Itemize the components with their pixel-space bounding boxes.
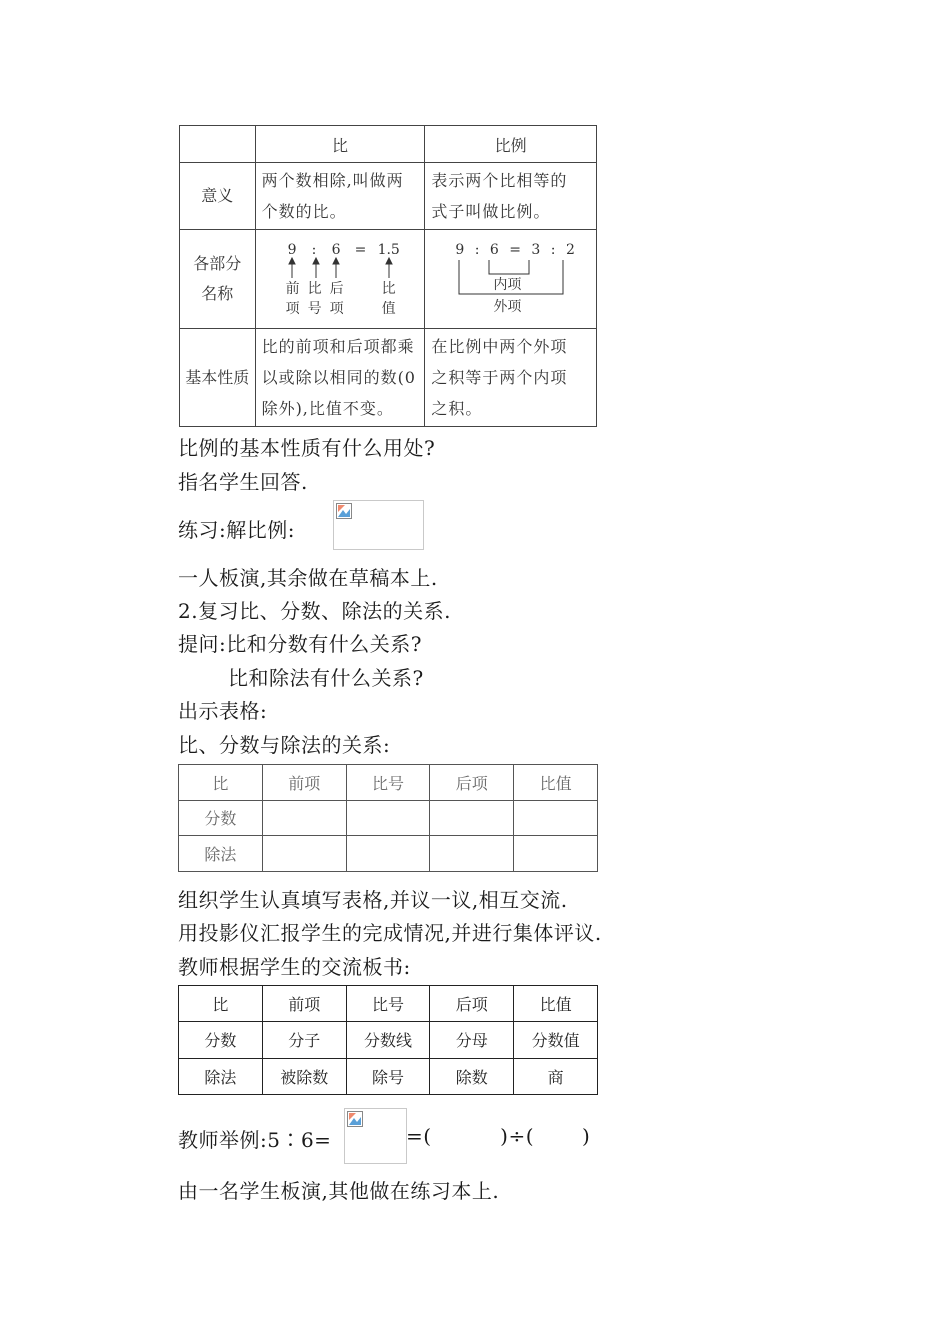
t2-r2c2[interactable] xyxy=(346,836,430,872)
broken-image-icon xyxy=(333,500,424,550)
t2-r1c3[interactable] xyxy=(430,800,514,836)
t3-h4: 比值 xyxy=(514,986,598,1022)
report-line: 用投影仪汇报学生的完成情况,并进行集体评议. xyxy=(178,921,602,945)
t3-r1c1: 分子 xyxy=(262,1022,346,1058)
t3-r2c1: 被除数 xyxy=(262,1058,346,1094)
header-empty xyxy=(180,126,256,163)
proportion-meaning: 表示两个比相等的 式子叫做比例。 xyxy=(425,163,597,230)
relation-table-filled xyxy=(178,985,598,1095)
t3-r2c3: 除数 xyxy=(430,1058,514,1094)
relation-table-blank xyxy=(178,764,598,872)
t2-r1c4[interactable] xyxy=(514,800,598,836)
ratio-meaning: 两个数相除,叫做两 个数的比。 xyxy=(255,163,425,230)
t3-r1c4: 分数值 xyxy=(514,1022,598,1058)
proportion-parts-diagram: 9 : 6 = 3 : 2 内项 外项 xyxy=(425,230,597,329)
show-line: 出示表格: xyxy=(178,699,268,723)
t3-r1c0: 分数 xyxy=(179,1022,263,1058)
t3-r2c0: 除法 xyxy=(179,1058,263,1094)
t3-r2c4: 商 xyxy=(514,1058,598,1094)
final-line: 由一名学生板演,其他做在练习本上. xyxy=(178,1179,500,1203)
ratio-property: 比的前项和后项都乘 以或除以相同的数(0 除外),比值不变。 xyxy=(255,329,425,427)
example-suffix: =( )÷( ) xyxy=(406,1124,591,1148)
ask-line-1: 提问:比和分数有什么关系? xyxy=(178,632,422,656)
teacher-board-line: 教师根据学生的交流板书: xyxy=(178,955,411,979)
t2-r1c1[interactable] xyxy=(262,800,346,836)
t2-r2c1[interactable] xyxy=(262,836,346,872)
t2-r2c4[interactable] xyxy=(514,836,598,872)
t2-h1: 前项 xyxy=(262,765,346,801)
row-label-property: 基本性质 xyxy=(180,329,256,427)
proportion-property: 在比例中两个外项 之积等于两个内项 之积。 xyxy=(425,329,597,427)
t3-h3: 后项 xyxy=(430,986,514,1022)
question-line: 比例的基本性质有什么用处? xyxy=(178,436,436,460)
ask-line-2: 比和除法有什么关系? xyxy=(228,666,424,690)
t3-h0: 比 xyxy=(179,986,263,1022)
organize-line: 组织学生认真填写表格,并议一议,相互交流. xyxy=(178,888,568,912)
relation-title: 比、分数与除法的关系: xyxy=(178,733,391,757)
t3-r1c2: 分数线 xyxy=(346,1022,430,1058)
example-prefix: 教师举例:5∶6= xyxy=(178,1128,332,1152)
t2-h3: 后项 xyxy=(430,765,514,801)
answer-line: 指名学生回答. xyxy=(178,470,308,494)
t2-h2: 比号 xyxy=(346,765,430,801)
t3-h2: 比号 xyxy=(346,986,430,1022)
t2-h4: 比值 xyxy=(514,765,598,801)
ratio-proportion-table xyxy=(179,125,597,427)
t2-h0: 比 xyxy=(179,765,263,801)
t2-r2c3[interactable] xyxy=(430,836,514,872)
t3-r1c3: 分母 xyxy=(430,1022,514,1058)
t2-r1c2[interactable] xyxy=(346,800,430,836)
practice-line: 练习:解比例: xyxy=(178,518,295,542)
header-ratio: 比 xyxy=(255,126,425,163)
header-proportion: 比例 xyxy=(425,126,597,163)
t3-h1: 前项 xyxy=(262,986,346,1022)
row-label-meaning: 意义 xyxy=(180,163,256,230)
image-icon xyxy=(347,1111,363,1127)
t2-r2c0: 除法 xyxy=(179,836,263,872)
broken-image-icon-2 xyxy=(344,1108,407,1164)
board-line: 一人板演,其余做在草稿本上. xyxy=(178,566,438,590)
ratio-parts-diagram: 9 : 6 = 1.5 前 项 比 号 后 项 比 值 xyxy=(255,230,425,329)
t2-r1c0: 分数 xyxy=(179,800,263,836)
image-icon xyxy=(336,503,352,519)
review-line: 2.复习比、分数、除法的关系. xyxy=(178,599,451,623)
t3-r2c2: 除号 xyxy=(346,1058,430,1094)
row-label-parts: 各部分 名称 xyxy=(180,230,256,329)
